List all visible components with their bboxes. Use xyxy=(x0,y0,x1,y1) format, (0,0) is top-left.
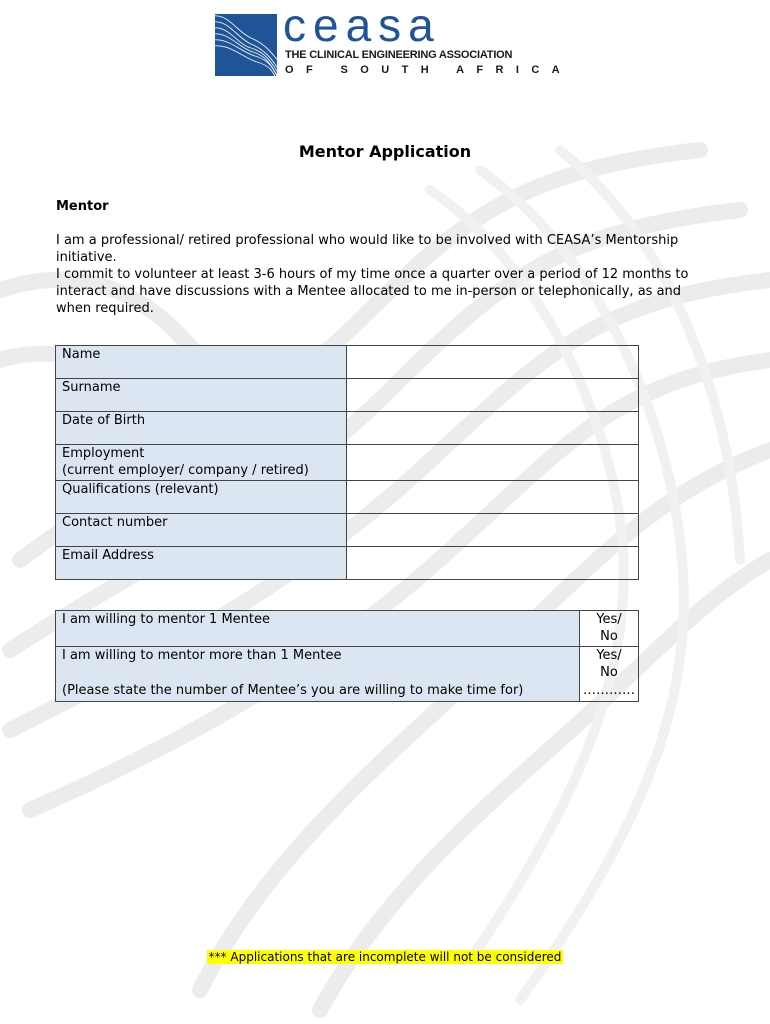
answer-yes[interactable]: Yes/ xyxy=(596,612,622,627)
intro-paragraph: I am a professional/ retired professional who would like to be involved with CEASA’s Mentorship initiative. xyxy=(56,233,679,265)
answer-no[interactable]: No xyxy=(600,628,618,644)
number-of-mentees-field[interactable]: ………… xyxy=(580,682,639,701)
contact-number-field[interactable] xyxy=(347,514,639,547)
field-label-email: Email Address xyxy=(56,547,347,580)
field-label-qualifications: Qualifications (relevant) xyxy=(56,481,347,514)
table-row xyxy=(56,647,639,683)
table-row xyxy=(56,514,639,547)
mentor-details-table xyxy=(55,345,639,580)
question-number-of-mentees: (Please state the number of Mentee’s you are willing to make time for) xyxy=(56,682,580,701)
question-multiple-mentees: I am willing to mentor more than 1 Mentee xyxy=(56,647,580,683)
table-row xyxy=(56,346,639,379)
email-field[interactable] xyxy=(347,547,639,580)
employment-label-line: Employment xyxy=(62,446,145,461)
page-title: Mentor Application xyxy=(298,142,472,161)
answer-multiple-mentees[interactable] xyxy=(580,647,639,683)
field-label-contact-number: Contact number xyxy=(56,514,347,547)
table-row xyxy=(56,682,639,701)
answer-yes[interactable]: Yes/ xyxy=(596,648,622,663)
answer-one-mentee[interactable] xyxy=(580,611,639,647)
logo-tagline-1: THE CLINICAL ENGINEERING ASSOCIATION xyxy=(285,49,513,61)
ceasa-logo xyxy=(215,0,573,76)
table-row xyxy=(56,379,639,412)
logo-wordmark: ceasa xyxy=(283,0,441,51)
table-row xyxy=(56,481,639,514)
section-heading: Mentor xyxy=(56,199,109,214)
highlighted-note-text: *** Applications that are incomplete will not be considered xyxy=(208,950,562,964)
wave-logo-icon xyxy=(215,14,277,76)
intro-paragraph: I commit to volunteer at least 3-6 hours of my time once a quarter over a period of 12 months to interact and have discussions with a Mentee allocated to me in-person or telephonically, as and when required. xyxy=(56,267,689,316)
employment-label-hint: (current employer/ company / retired) xyxy=(62,462,309,478)
field-label-employment xyxy=(56,445,347,481)
table-row xyxy=(56,547,639,580)
name-field[interactable] xyxy=(347,346,639,379)
table-row xyxy=(56,412,639,445)
logo-tagline-2: OF SOUTH AFRICA xyxy=(285,64,573,76)
answer-no[interactable]: No xyxy=(600,664,618,680)
table-row xyxy=(56,611,639,647)
surname-field[interactable] xyxy=(347,379,639,412)
table-row xyxy=(56,445,639,481)
date-of-birth-field[interactable] xyxy=(347,412,639,445)
field-label-date-of-birth: Date of Birth xyxy=(56,412,347,445)
employment-field[interactable] xyxy=(347,445,639,481)
question-one-mentee: I am willing to mentor 1 Mentee xyxy=(56,611,580,647)
intro-text xyxy=(56,232,716,317)
field-label-surname: Surname xyxy=(56,379,347,412)
qualifications-field[interactable] xyxy=(347,481,639,514)
mentee-preference-table xyxy=(55,610,639,702)
incomplete-applications-note xyxy=(0,950,770,964)
field-label-name: Name xyxy=(56,346,347,379)
